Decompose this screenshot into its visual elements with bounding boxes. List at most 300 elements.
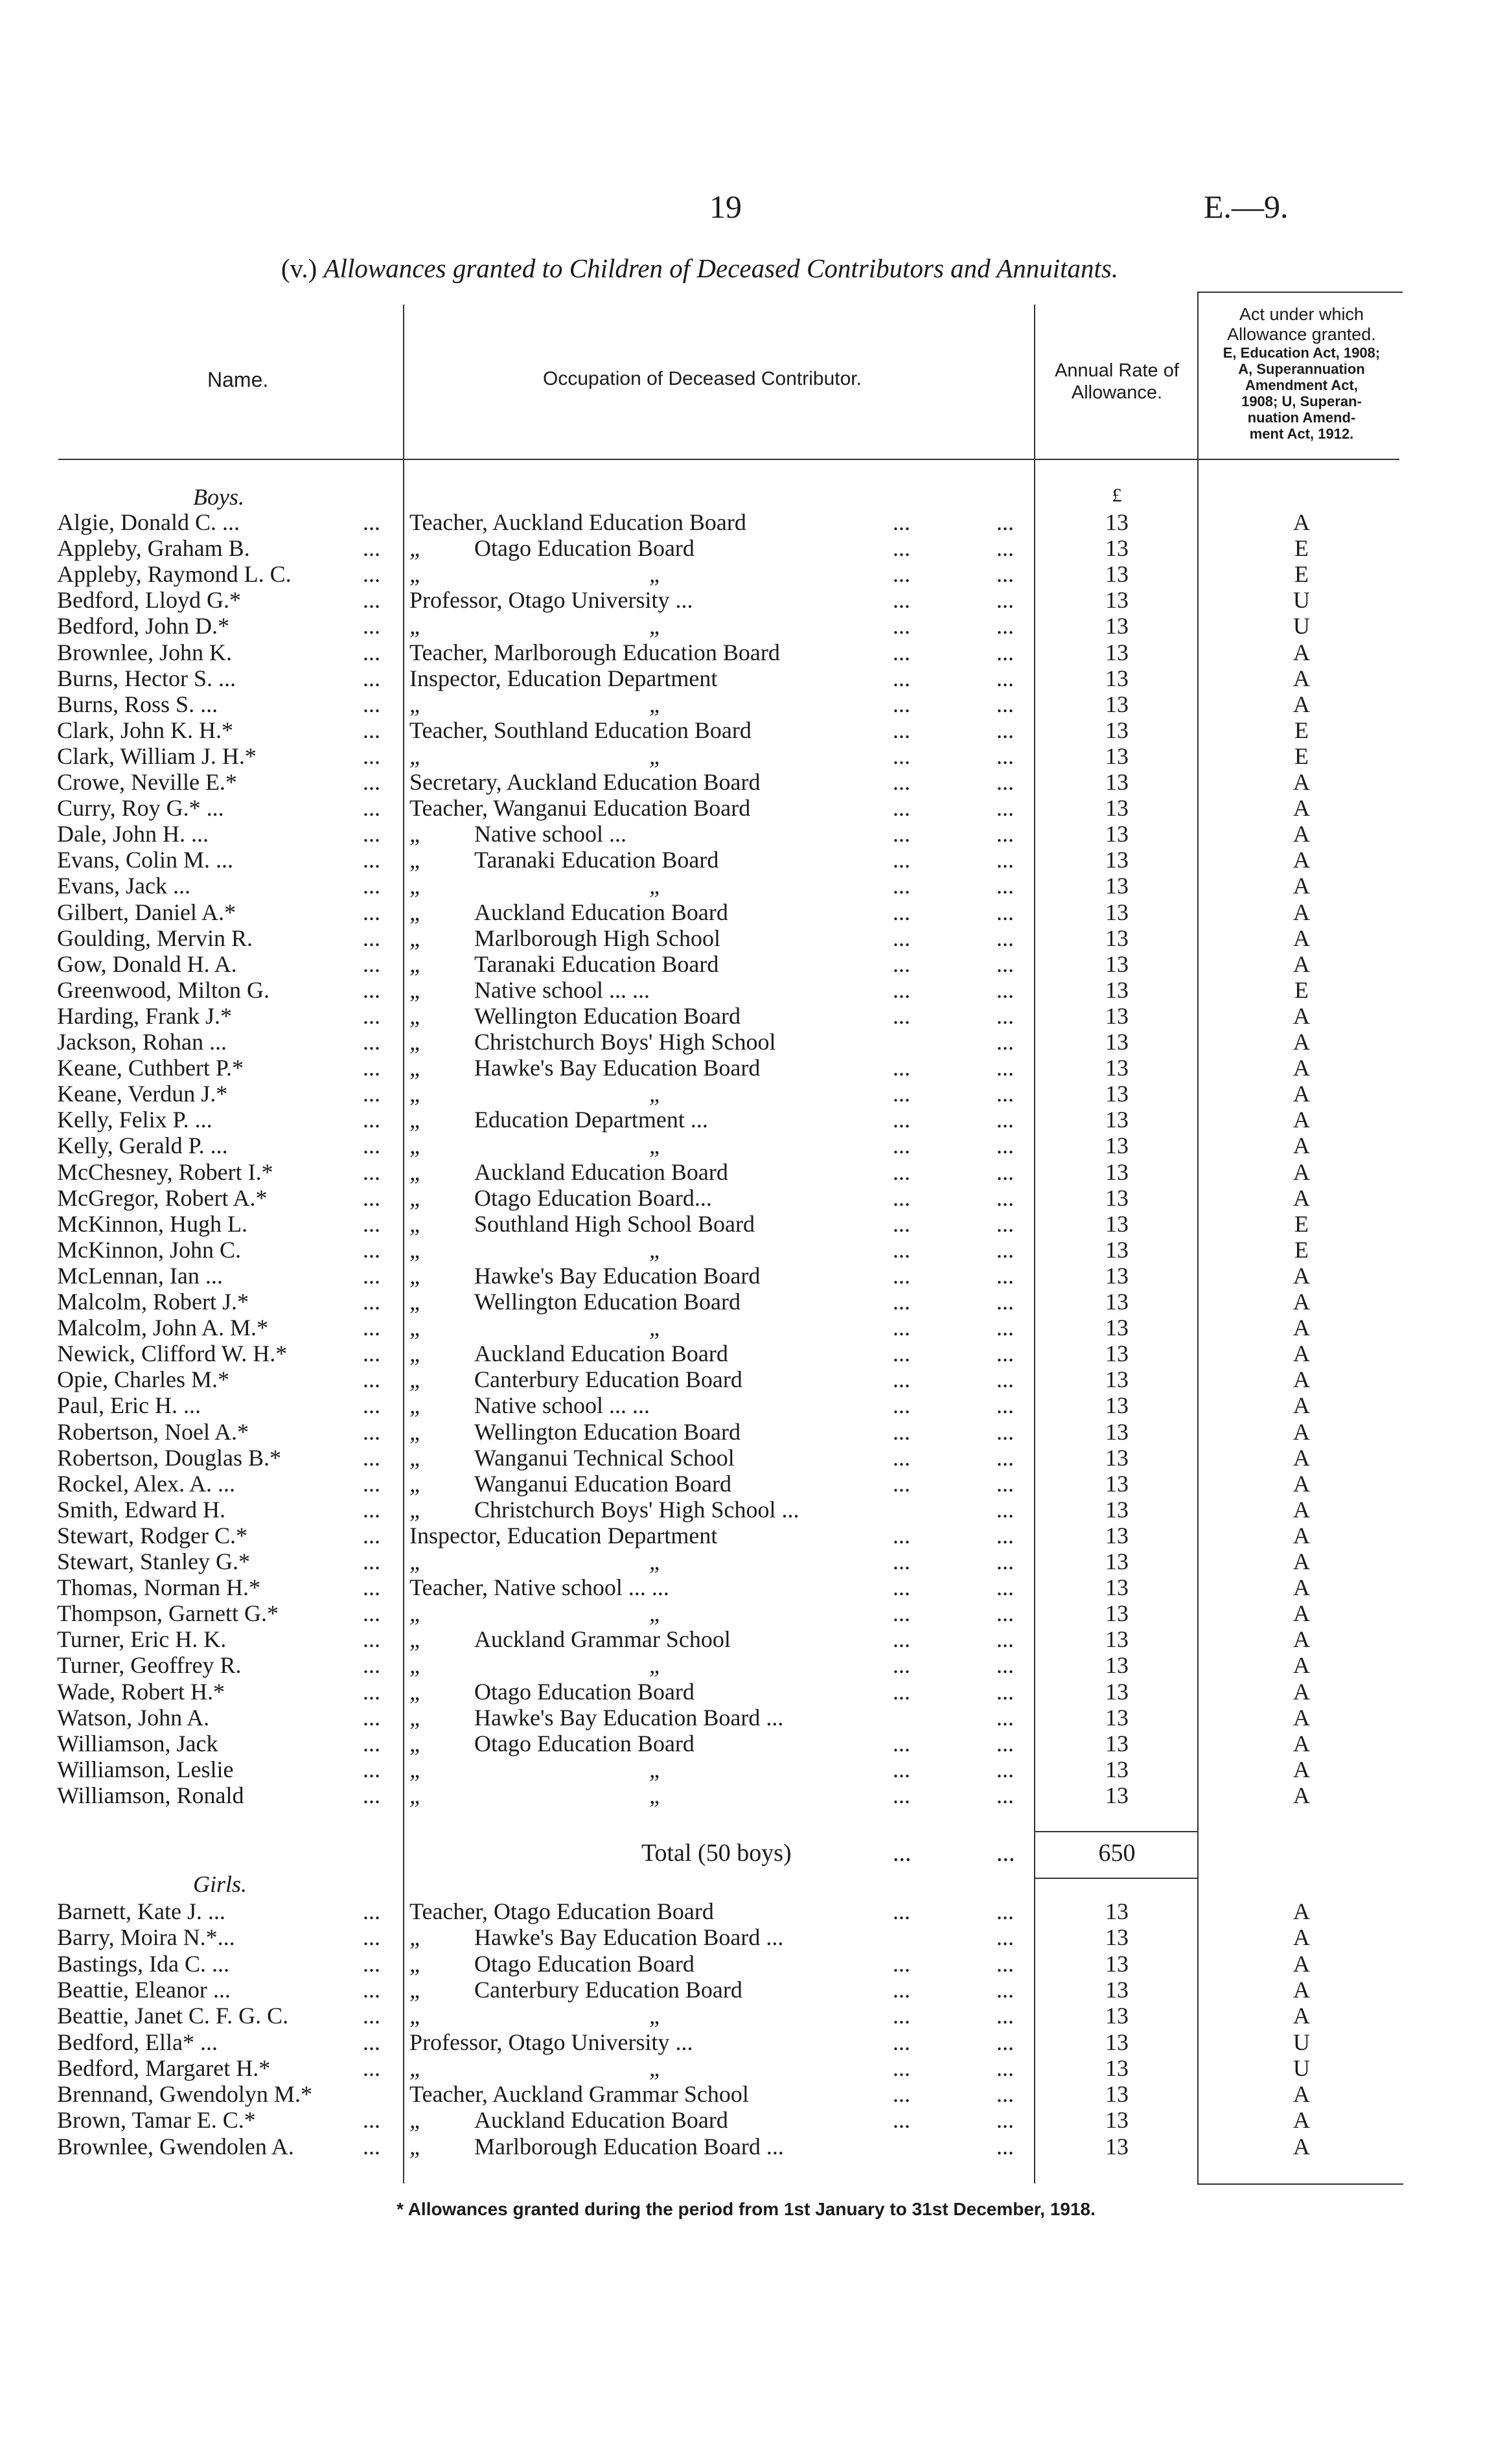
leader-dots: ... — [996, 1392, 1014, 1419]
act-header-line4: A, Superannuation — [1238, 361, 1365, 377]
leader-dots: ... — [996, 743, 1014, 769]
leader-dots: ... — [363, 1730, 380, 1756]
occupation-text: Christchurch Boys' High School — [474, 1029, 776, 1055]
ditto-mark: „ — [409, 976, 423, 1003]
act-cell: A — [1293, 1107, 1310, 1133]
act-header-line6: 1908; U, Superan- — [1241, 393, 1362, 409]
occupation-text: Education Department ... — [474, 1107, 708, 1133]
leader-dots: ... — [996, 1002, 1014, 1029]
occupation-cell — [409, 2081, 749, 2107]
rate-cell: 13 — [1105, 1444, 1129, 1471]
rate-cell: 13 — [1105, 1029, 1129, 1055]
occupation-text: Native school ... ... — [474, 1392, 650, 1419]
rate-cell: 13 — [1105, 1976, 1129, 2003]
leader-dots: ... — [893, 1262, 910, 1289]
leader-dots: ... — [893, 743, 910, 769]
ditto-mark: „ — [649, 1782, 663, 1808]
occupation-cell — [409, 1237, 662, 1263]
leader-dots: ... — [996, 717, 1014, 743]
name-cell: Keane, Verdun J.* — [57, 1081, 228, 1107]
rate-cell: 13 — [1105, 1366, 1129, 1393]
leader-dots: ... — [996, 1236, 1014, 1263]
act-cell: E — [1294, 976, 1309, 1003]
act-cell: A — [1293, 1898, 1310, 1924]
leader-dots: ... — [996, 1081, 1014, 1107]
ditto-mark: „ — [409, 1366, 423, 1393]
rate-cell: 13 — [1105, 2107, 1129, 2134]
occupation-text: Teacher, Marlborough Education Board — [409, 639, 780, 665]
rate-cell: 13 — [1105, 2055, 1129, 2081]
name-cell: Stewart, Stanley G.* — [57, 1549, 250, 1574]
ditto-mark: „ — [409, 2003, 423, 2029]
name-cell: Evans, Jack ... — [57, 873, 190, 899]
leader-dots: ... — [893, 1652, 910, 1679]
table-row — [0, 1731, 1492, 1756]
title-text: Allowances granted to Children of Deceased Contributors and Annuitants. — [323, 253, 1119, 283]
ditto-mark: „ — [649, 2055, 663, 2081]
occupation-cell — [409, 1133, 662, 1158]
table-row — [0, 1898, 1492, 1924]
occupation-cell — [409, 1029, 775, 1055]
rate-cell: 13 — [1105, 561, 1129, 588]
table-row — [0, 1924, 1492, 1950]
leader-dots: ... — [893, 1626, 910, 1653]
occupation-cell — [409, 717, 752, 743]
leader-dots: ... — [363, 509, 380, 535]
table-row — [0, 1756, 1492, 1782]
name-cell: Bedford, Lloyd G.* — [57, 587, 241, 614]
act-header-line7: nuation Amend- — [1247, 409, 1356, 426]
table-row — [0, 769, 1492, 795]
occupation-cell — [409, 1289, 740, 1315]
leader-dots: ... — [893, 847, 910, 873]
occupation-text: Otago Education Board — [474, 1950, 694, 1977]
ditto-mark: „ — [409, 1184, 423, 1211]
leader-dots: ... — [363, 950, 380, 977]
table-row — [0, 1523, 1492, 1549]
name-cell: Appleby, Graham B. — [57, 535, 250, 562]
leader-dots: ... — [363, 1158, 380, 1185]
name-cell: Clark, William J. H.* — [57, 743, 257, 769]
name-cell: Robertson, Noel A.* — [57, 1418, 249, 1445]
leader-dots: ... — [996, 1418, 1014, 1445]
ditto-mark: „ — [649, 1549, 663, 1574]
leader-dots: ... — [363, 1262, 380, 1289]
occupation-text: Christchurch Boys' High School ... — [474, 1496, 799, 1523]
act-cell: U — [1293, 587, 1310, 614]
ditto-mark: „ — [409, 1444, 423, 1471]
name-cell: McGregor, Robert A.* — [57, 1184, 268, 1211]
act-cell: A — [1293, 1496, 1310, 1523]
ditto-mark: „ — [649, 1315, 663, 1341]
table-row — [0, 1679, 1492, 1705]
name-cell: Newick, Clifford W. H.* — [57, 1341, 288, 1367]
rate-cell: 13 — [1105, 2081, 1129, 2108]
column-header-occupation: Occupation of Deceased Contributor. — [543, 368, 862, 389]
name-cell: Beattie, Janet C. F. G. C. — [57, 2003, 289, 2029]
occupation-text: Southland High School Board — [474, 1210, 755, 1237]
rate-cell: 13 — [1105, 950, 1129, 977]
occupation-cell — [409, 2134, 784, 2159]
occupation-text: Hawke's Bay Education Board ... — [474, 1924, 784, 1951]
occupation-cell — [409, 1924, 783, 1950]
ditto-mark: „ — [409, 1549, 423, 1574]
ditto-mark: „ — [409, 1262, 423, 1289]
ditto-mark: „ — [409, 1029, 423, 1055]
leader-dots: ... — [893, 1055, 910, 1081]
act-cell: A — [1293, 1366, 1310, 1393]
leader-dots: ... — [363, 1002, 380, 1029]
act-cell: A — [1293, 1055, 1310, 1081]
occupation-cell — [409, 1652, 662, 1678]
rate-cell: 13 — [1105, 1418, 1129, 1445]
name-cell: Brown, Tamar E. C.* — [57, 2107, 256, 2134]
leader-dots: ... — [996, 1366, 1014, 1393]
occupation-text: Auckland Education Board — [474, 1341, 728, 1367]
occupation-cell — [409, 795, 750, 821]
title-prefix: (v.) — [281, 253, 317, 283]
leader-dots: ... — [363, 1496, 380, 1523]
rate-cell: 13 — [1105, 1262, 1129, 1289]
name-cell: Brownlee, John K. — [57, 639, 232, 665]
occupation-cell — [409, 535, 694, 561]
page-number: 19 — [709, 189, 742, 225]
leader-dots: ... — [996, 613, 1014, 639]
leader-dots: ... — [363, 1029, 380, 1055]
name-cell: Gilbert, Daniel A.* — [57, 899, 236, 925]
name-cell: Robertson, Douglas B.* — [57, 1444, 281, 1471]
leader-dots: ... — [363, 899, 380, 925]
rate-cell: 13 — [1105, 1652, 1129, 1679]
table-row — [0, 1600, 1492, 1626]
occupation-text: Teacher, Wanganui Education Board — [409, 795, 751, 822]
occupation-cell — [409, 1497, 799, 1523]
leader-dots: ... — [996, 1730, 1014, 1756]
ditto-mark: „ — [409, 1470, 423, 1497]
leader-dots: ... — [893, 1158, 910, 1185]
leader-dots: ... — [363, 1444, 380, 1471]
leader-dots: ... — [363, 613, 380, 639]
leader-dots: ... — [996, 1950, 1014, 1977]
occupation-cell — [409, 1679, 694, 1705]
occupation-cell — [409, 1315, 662, 1341]
rate-cell: 13 — [1105, 1549, 1129, 1574]
table-row — [0, 1471, 1492, 1497]
ditto-mark: „ — [409, 847, 423, 873]
leader-dots: ... — [996, 1055, 1014, 1081]
table-row — [0, 821, 1492, 847]
table-row — [0, 613, 1492, 639]
occupation-text: Wellington Education Board — [474, 1002, 741, 1029]
rate-cell: 13 — [1105, 821, 1129, 847]
table-row — [0, 1237, 1492, 1263]
act-cell: A — [1293, 1600, 1310, 1627]
leader-dots: ... — [363, 1678, 380, 1705]
occupation-text: Professor, Otago University ... — [409, 587, 693, 614]
leader-dots: ... — [363, 925, 380, 951]
leader-dots: ... — [996, 1262, 1014, 1289]
table-row — [0, 1392, 1492, 1418]
occupation-text: Taranaki Education Board — [474, 847, 719, 873]
ditto-mark: „ — [409, 535, 423, 562]
ditto-mark: „ — [409, 1236, 423, 1263]
table-row — [0, 1652, 1492, 1678]
rate-cell: 13 — [1105, 2003, 1129, 2029]
ditto-mark: „ — [409, 2055, 423, 2081]
table-row — [0, 1133, 1492, 1158]
occupation-text: Otago Education Board — [474, 1730, 694, 1756]
act-cell: A — [1293, 1158, 1310, 1185]
occupation-text: Auckland Education Board — [474, 899, 728, 925]
ditto-mark: „ — [649, 1236, 663, 1263]
name-cell: Wade, Robert H.* — [57, 1678, 225, 1705]
act-cell: A — [1293, 1976, 1310, 2003]
name-cell: Kelly, Gerald P. ... — [57, 1133, 228, 1159]
leader-dots: ... — [996, 1029, 1014, 1055]
rate-header-line2: Allowance. — [1071, 382, 1163, 403]
table-row — [0, 847, 1492, 873]
ditto-mark: „ — [409, 1756, 423, 1782]
table-row — [0, 2055, 1492, 2081]
occupation-text: Taranaki Education Board — [474, 950, 719, 977]
leader-dots: ... — [363, 1133, 380, 1159]
act-header-line8: ment Act, 1912. — [1249, 426, 1354, 442]
table-row — [0, 1107, 1492, 1133]
name-cell: Opie, Charles M.* — [57, 1366, 229, 1393]
occupation-cell — [409, 2107, 728, 2133]
leader-dots: ... — [893, 509, 910, 535]
occupation-text: Secretary, Auckland Education Board — [409, 769, 761, 795]
ditto-mark: „ — [409, 1678, 423, 1705]
leader-dots: ... — [996, 1704, 1014, 1731]
leader-dots: ... — [893, 1756, 910, 1782]
table-row — [0, 1211, 1492, 1237]
rate-cell: 13 — [1105, 1315, 1129, 1341]
leader-dots: ... — [996, 587, 1014, 614]
rate-cell: 13 — [1105, 1133, 1129, 1159]
occupation-cell — [409, 2055, 662, 2081]
occupation-text: Otago Education Board — [474, 1678, 694, 1705]
ditto-mark: „ — [649, 561, 663, 588]
leader-dots: ... — [893, 535, 910, 562]
occupation-cell — [409, 613, 662, 639]
leader-dots: ... — [996, 1626, 1014, 1653]
table-row — [0, 1705, 1492, 1731]
occupation-text: Canterbury Education Board — [474, 1366, 742, 1393]
name-cell: McLennan, Ian ... — [57, 1262, 223, 1289]
act-cell: A — [1293, 925, 1310, 951]
leader-dots: ... — [893, 1898, 910, 1924]
rate-cell: 13 — [1105, 1756, 1129, 1782]
leader-dots: ... — [893, 821, 910, 847]
ditto-mark: „ — [409, 1133, 423, 1159]
leader-dots: ... — [996, 1315, 1014, 1341]
occupation-cell — [409, 1977, 742, 2003]
act-cell: A — [1293, 639, 1310, 665]
leader-dots: ... — [996, 2107, 1014, 2134]
table-row — [0, 1055, 1492, 1081]
leader-dots: ... — [996, 1574, 1014, 1601]
table-row — [0, 691, 1492, 717]
leader-dots: ... — [363, 2029, 380, 2055]
leader-dots: ... — [893, 925, 910, 951]
boys-heading: Boys. — [193, 484, 244, 510]
table-row — [0, 1549, 1492, 1574]
occupation-cell — [409, 873, 662, 899]
ditto-mark: „ — [409, 2107, 423, 2134]
leader-dots: ... — [893, 1341, 910, 1367]
ditto-mark: „ — [409, 1730, 423, 1756]
name-cell: Bedford, Margaret H.* — [57, 2055, 271, 2081]
table-row — [0, 743, 1492, 769]
occupation-cell — [409, 665, 717, 691]
leader-dots: ... — [996, 1341, 1014, 1367]
leader-dots: ... — [363, 2003, 380, 2029]
rate-cell: 13 — [1105, 873, 1129, 899]
name-cell: Williamson, Leslie — [57, 1756, 234, 1782]
table-row — [0, 1366, 1492, 1392]
rate-cell: 13 — [1105, 613, 1129, 639]
occupation-text: Wellington Education Board — [474, 1418, 741, 1445]
ditto-mark: „ — [649, 1081, 663, 1107]
name-cell: Brownlee, Gwendolen A. — [57, 2133, 294, 2159]
leader-dots: ... — [996, 2081, 1014, 2108]
leader-dots: ... — [996, 691, 1014, 717]
leader-dots: ... — [893, 1418, 910, 1445]
ditto-mark: „ — [649, 1652, 663, 1679]
ditto-mark: „ — [649, 613, 663, 639]
leader-dots: ... — [363, 1210, 380, 1237]
table-row — [0, 1185, 1492, 1211]
occupation-text: Native school ... ... — [474, 976, 650, 1003]
leader-dots: ... — [893, 613, 910, 639]
name-cell: Kelly, Felix P. ... — [57, 1107, 212, 1133]
rate-cell: 13 — [1105, 1002, 1129, 1029]
leader-dots: ... — [996, 2029, 1014, 2055]
table-bottom-rule — [1197, 2183, 1403, 2185]
rate-cell: 13 — [1105, 1626, 1129, 1653]
leader-dots: ... — [996, 1652, 1014, 1679]
act-cell: A — [1293, 1730, 1310, 1756]
leader-dots: ... — [363, 1574, 380, 1601]
leader-dots: ... — [893, 1133, 910, 1159]
occupation-cell — [409, 977, 650, 1003]
occupation-cell — [409, 2003, 662, 2029]
ditto-mark: „ — [409, 743, 423, 769]
leader-dots: ... — [893, 717, 910, 743]
rate-cell: 13 — [1105, 2133, 1129, 2159]
leader-dots: ... — [363, 665, 380, 691]
leader-dots: ... — [363, 717, 380, 743]
leader-dots: ... — [893, 691, 910, 717]
occupation-cell — [409, 1951, 694, 1977]
rate-cell: 13 — [1105, 1704, 1129, 1731]
act-cell: A — [1293, 2003, 1310, 2029]
leader-dots: ... — [893, 1210, 910, 1237]
act-cell: U — [1293, 2029, 1310, 2055]
act-header-line2: Allowance granted. — [1227, 325, 1376, 344]
act-cell: A — [1293, 1652, 1310, 1679]
act-cell: A — [1293, 1341, 1310, 1367]
leader-dots: ... — [363, 639, 380, 665]
leader-dots: ... — [996, 1782, 1014, 1808]
occupation-cell — [409, 1574, 669, 1600]
ditto-mark: „ — [409, 1600, 423, 1627]
leader-dots: ... — [363, 1184, 380, 1211]
rate-cell: 13 — [1105, 1782, 1129, 1808]
name-cell: Crowe, Neville E.* — [57, 769, 237, 795]
act-cell: A — [1293, 1418, 1310, 1445]
act-cell: A — [1293, 2107, 1310, 2134]
leader-dots: ... — [363, 873, 380, 899]
table-row — [0, 2081, 1492, 2107]
act-cell: E — [1294, 1210, 1309, 1237]
name-cell: Algie, Donald C. ... — [57, 509, 240, 535]
leader-dots: ... — [996, 2055, 1014, 2081]
leader-dots: ... — [996, 1678, 1014, 1705]
leader-dots: ... — [893, 1081, 910, 1107]
leader-dots: ... — [363, 976, 380, 1003]
rate-cell: 13 — [1105, 1574, 1129, 1601]
leader-dots: ... — [893, 1976, 910, 2003]
occupation-cell — [409, 821, 626, 847]
occupation-cell — [409, 1392, 650, 1418]
table-row — [0, 925, 1492, 951]
leader-dots: ... — [996, 535, 1014, 562]
occupation-cell — [409, 1081, 662, 1107]
name-cell: Burns, Ross S. ... — [57, 691, 218, 717]
act-cell: A — [1293, 769, 1310, 795]
leader-dots: ... — [996, 1549, 1014, 1574]
occupation-text: Marlborough Education Board ... — [474, 2133, 784, 2159]
occupation-cell — [409, 1263, 760, 1289]
ditto-mark: „ — [409, 1392, 423, 1419]
name-cell: Barry, Moira N.*... — [57, 1924, 235, 1951]
table-row — [0, 873, 1492, 899]
total-row — [0, 1839, 1492, 1867]
leader-dots: ... — [363, 821, 380, 847]
total-value: 650 — [1098, 1839, 1136, 1867]
leader-dots: ... — [893, 1366, 910, 1393]
leader-dots: ... — [996, 2133, 1014, 2159]
girls-heading: Girls. — [193, 1871, 247, 1897]
leader-dots: ... — [996, 1289, 1014, 1315]
header-top-rule — [1199, 292, 1403, 293]
name-cell: McKinnon, John C. — [57, 1236, 242, 1263]
table-row — [0, 1951, 1492, 1977]
act-cell: A — [1293, 1184, 1310, 1211]
occupation-cell — [409, 1185, 712, 1211]
occupation-cell — [409, 1341, 728, 1366]
leader-dots: ... — [363, 1600, 380, 1627]
act-header-line3: E, Education Act, 1908; — [1222, 345, 1381, 361]
rate-cell: 13 — [1105, 665, 1129, 691]
occupation-text: Otago Education Board — [474, 535, 694, 562]
leader-dots: ... — [996, 1210, 1014, 1237]
act-cell: A — [1293, 821, 1310, 847]
rate-cell: 13 — [1105, 1600, 1129, 1627]
leader-dots: ... — [893, 2003, 910, 2029]
leader-dots: ... — [363, 1107, 380, 1133]
name-cell: Thompson, Garnett G.* — [57, 1600, 279, 1627]
act-cell: A — [1293, 1081, 1310, 1107]
total-dots-1: ... — [893, 1839, 912, 1867]
act-cell: A — [1293, 1522, 1310, 1549]
name-cell: Bastings, Ida C. ... — [57, 1950, 229, 1977]
leader-dots: ... — [996, 1444, 1014, 1471]
leader-dots: ... — [893, 639, 910, 665]
rate-cell: 13 — [1105, 1496, 1129, 1523]
